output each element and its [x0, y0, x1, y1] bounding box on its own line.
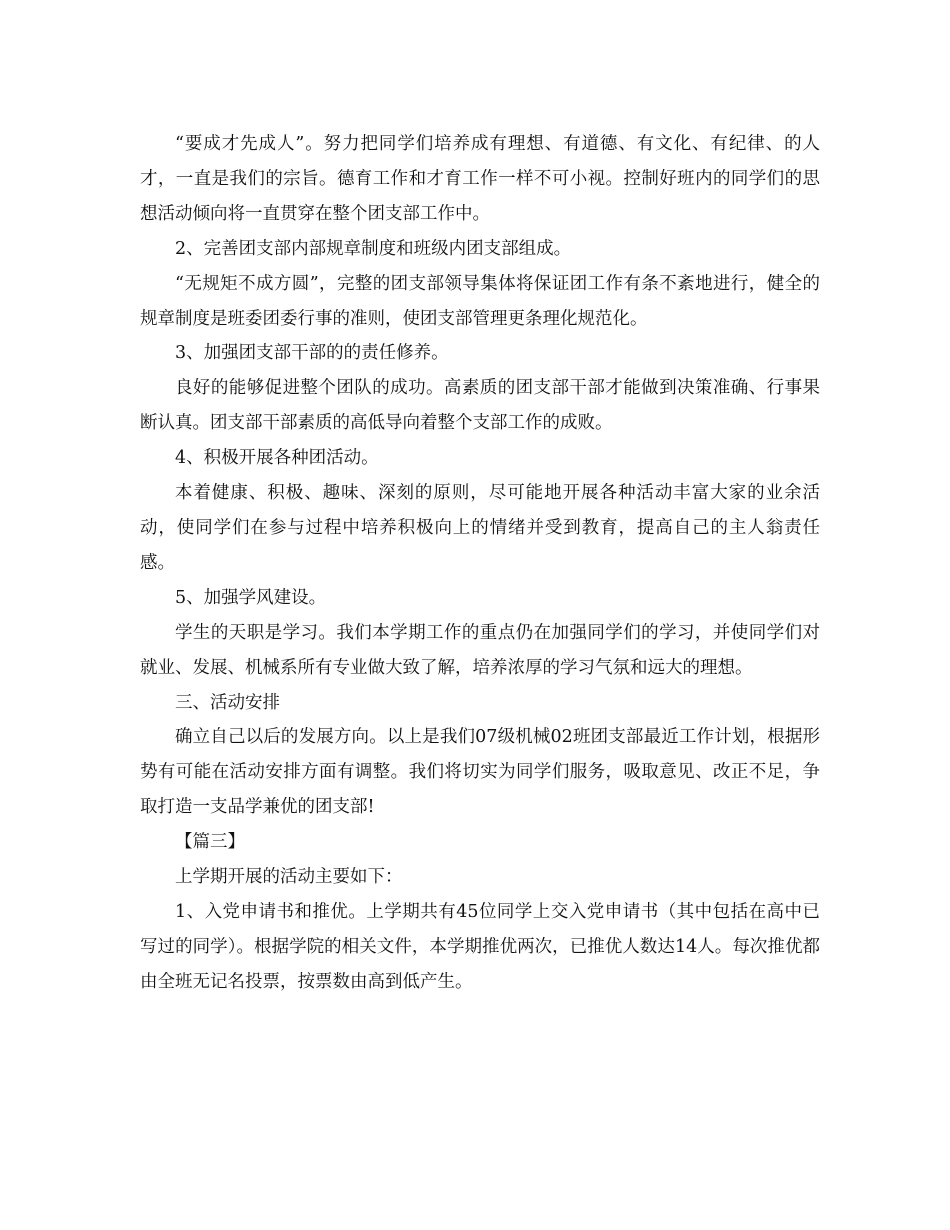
paragraph: 良好的能够促进整个团队的成功。高素质的团支部干部才能做到决策准确、行事果断认真。团支部干部素质的高低导向着整个支部工作的成败。	[140, 378, 820, 434]
paragraph: 本着健康、积极、趣味、深刻的原则，尽可能地开展各种活动丰富大家的业余活动，使同学们在参与过程中培养积极向上的情绪并受到教育，提高自己的主人翁责任感。	[140, 483, 820, 573]
paragraph: “无规矩不成方圆”，完整的团支部领导集体将保证团工作有条不紊地进行，健全的规章制度是班委团委行事的准则，使团支部管理更条理化规范化。	[140, 273, 820, 329]
paragraph: 学生的天职是学习。我们本学期工作的重点仍在加强同学们的学习，并使同学们对就业、发展、机械系所有专业做大致了解，培养浓厚的学习气氛和远大的理想。	[140, 622, 820, 678]
section-heading: 5、加强学风建设。	[175, 587, 327, 608]
paragraph: 1、入党申请书和推优。上学期共有45位同学上交入党申请书（其中包括在高中已写过的同学）。根据学院的相关文件，本学期推优两次，已推优人数达14人。每次推优都由全班无记名投票，按票数由高到低产生。	[140, 901, 820, 992]
paragraph: 上学期开展的活动主要如下：	[175, 867, 403, 888]
part-heading: 【篇三】	[175, 832, 245, 853]
section-heading: 2、完善团支部内部规章制度和班级内团支部组成。	[175, 238, 572, 259]
document-body	[140, 127, 820, 1000]
section-heading: 3、加强团支部干部的的责任修养。	[175, 343, 449, 364]
paragraph: 确立自己以后的发展方向。以上是我们07级机械02班团支部最近工作计划，根据形势有可能在活动安排方面有调整。我们将切实为同学们服务，吸取意见、改正不足，争取打造一支品学兼优的团支部!	[140, 727, 820, 818]
section-heading: 三、活动安排	[175, 692, 280, 713]
section-heading: 4、积极开展各种团活动。	[175, 448, 379, 469]
paragraph: “要成才先成人”。努力把同学们培养成有理想、有道德、有文化、有纪律、的人才，一直是我们的宗旨。德育工作和才育工作一样不可小视。控制好班内的同学们的思想活动倾向将一直贯穿在整个团支部工作中。	[140, 134, 820, 224]
